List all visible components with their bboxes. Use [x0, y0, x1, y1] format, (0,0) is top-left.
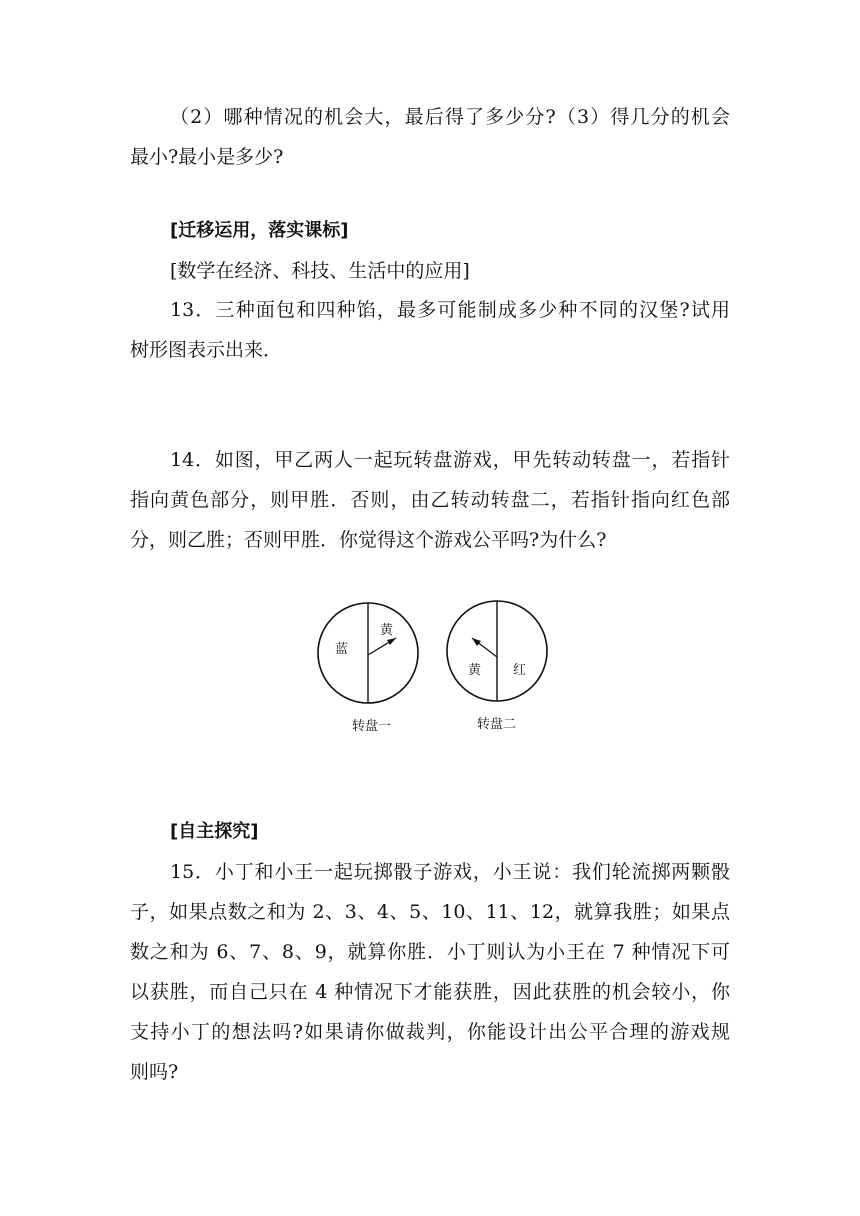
- q13-line-1: 13．三种面包和四种馅，最多可能制成多少种不同的汉堡?试用: [170, 299, 730, 321]
- section-heading-explore: [自主探究]: [170, 821, 259, 842]
- section-subheading-application: [数学在经济、科技、生活中的应用]: [170, 260, 470, 282]
- q12-continuation-line-1: （2）哪种情况的机会大，最后得了多少分?（3）得几分的机会: [170, 106, 730, 128]
- spinner-figure: [300, 598, 570, 748]
- spinner-two-right-label: 红: [513, 663, 527, 678]
- spinner-one-right-label: 黄: [380, 623, 394, 638]
- spinner-one-left-label: 蓝: [335, 642, 349, 657]
- section-heading-transfer: [迁移运用，落实课标]: [170, 220, 349, 241]
- q14-line-2: 指向黄色部分，则甲胜．否则，由乙转动转盘二，若指针指向红色部: [130, 489, 730, 511]
- spinner-one: [318, 603, 418, 734]
- q15-line-5: 支持小丁的想法吗?如果请你做裁判，你能设计出公平合理的游戏规: [130, 1021, 730, 1043]
- spinner-diagram: [300, 598, 570, 748]
- spinner-two-left-label: 黄: [468, 663, 482, 678]
- q14-line-3: 分，则乙胜；否则甲胜．你觉得这个游戏公平吗?为什么?: [130, 529, 607, 551]
- q14-line-1: 14．如图，甲乙两人一起玩转盘游戏，甲先转动转盘一，若指针: [170, 449, 730, 471]
- spinner-one-caption: 转盘一: [352, 719, 392, 734]
- spinner-two-pointer-head: [472, 638, 481, 646]
- q15-line-4: 以获胜，而自己只在 4 种情况下才能获胜，因此获胜的机会较小，你: [130, 981, 730, 1003]
- spinner-one-pointer-head: [387, 638, 396, 645]
- q15-line-1: 15．小丁和小王一起玩掷骰子游戏，小王说：我们轮流掷两颗骰: [170, 861, 730, 883]
- q13-line-2: 树形图表示出来．: [130, 339, 283, 361]
- spinner-two: [447, 601, 547, 732]
- q15-line-2: 子，如果点数之和为 2、3、4、5、10、11、12，就算我胜；如果点: [130, 901, 730, 923]
- q15-line-6: 则吗?: [130, 1061, 179, 1083]
- q15-line-3: 数之和为 6、7、8、9，就算你胜．小丁则认为小王在 7 种情况下可: [130, 941, 730, 963]
- q12-continuation-line-2: 最小?最小是多少?: [130, 146, 284, 168]
- spinner-two-caption: 转盘二: [477, 717, 517, 732]
